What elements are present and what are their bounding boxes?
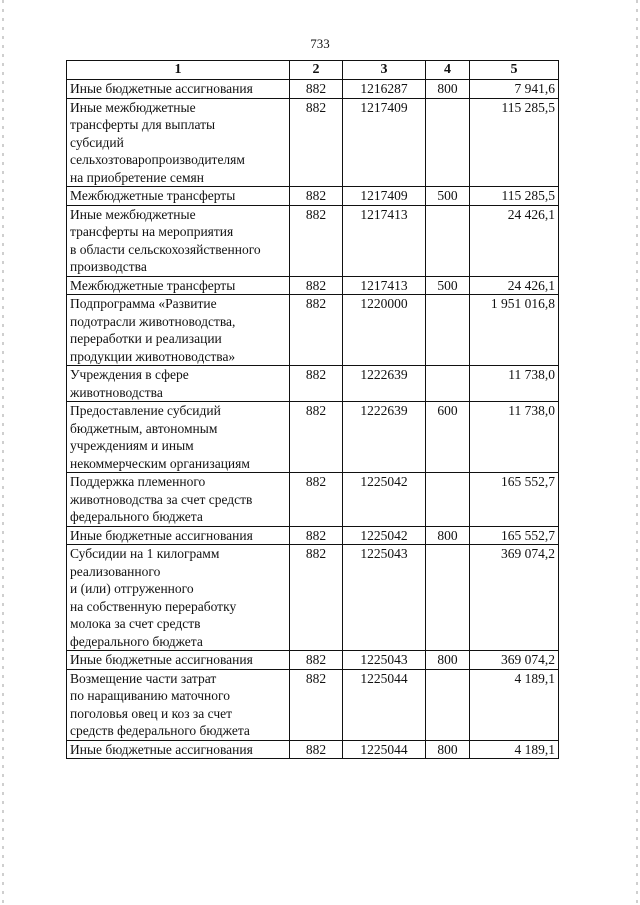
row-col-4: 800 xyxy=(426,526,470,545)
header-row xyxy=(67,61,559,80)
row-col-2: 882 xyxy=(290,669,343,740)
row-name: Иные бюджетные ассигнования xyxy=(67,526,290,545)
table-row xyxy=(67,205,559,276)
row-name: Субсидии на 1 килограмм реализованного и (или) отгруженного на собственную переработку молока за счет средств федерального бюджета xyxy=(67,545,290,651)
scan-edge-left xyxy=(2,0,4,905)
row-col-4 xyxy=(426,366,470,402)
table-row xyxy=(67,80,559,99)
row-col-3: 1225044 xyxy=(343,740,426,759)
table-body xyxy=(67,80,559,759)
header-col-5: 5 xyxy=(470,61,559,80)
row-name: Иные межбюджетные трансферты для выплаты субсидий сельхозтоваропроизводителям на приобретение семян xyxy=(67,98,290,187)
row-col-2: 882 xyxy=(290,526,343,545)
row-col-3: 1225043 xyxy=(343,545,426,651)
row-name: Межбюджетные трансферты xyxy=(67,187,290,206)
row-amount: 115 285,5 xyxy=(470,187,559,206)
row-col-3: 1225042 xyxy=(343,526,426,545)
row-amount: 369 074,2 xyxy=(470,651,559,670)
row-name: Иные бюджетные ассигнования xyxy=(67,80,290,99)
row-amount: 7 941,6 xyxy=(470,80,559,99)
table-row xyxy=(67,98,559,187)
row-col-4 xyxy=(426,545,470,651)
table-row xyxy=(67,740,559,759)
row-col-2: 882 xyxy=(290,473,343,527)
row-col-3: 1217413 xyxy=(343,276,426,295)
row-col-4: 500 xyxy=(426,187,470,206)
row-col-4: 600 xyxy=(426,402,470,473)
table-row xyxy=(67,473,559,527)
row-col-4: 800 xyxy=(426,740,470,759)
row-name: Предоставление субсидий бюджетным, автономным учреждениям и иным некоммерческим организациям xyxy=(67,402,290,473)
header-col-2: 2 xyxy=(290,61,343,80)
row-col-4 xyxy=(426,669,470,740)
row-amount: 369 074,2 xyxy=(470,545,559,651)
row-col-4 xyxy=(426,98,470,187)
row-col-3: 1222639 xyxy=(343,366,426,402)
row-col-3: 1225043 xyxy=(343,651,426,670)
row-name: Иные межбюджетные трансферты на мероприятия в области сельскохозяйственного производства xyxy=(67,205,290,276)
row-name: Поддержка племенного животноводства за счет средств федерального бюджета xyxy=(67,473,290,527)
row-amount: 4 189,1 xyxy=(470,740,559,759)
row-col-2: 882 xyxy=(290,205,343,276)
row-col-4: 500 xyxy=(426,276,470,295)
row-col-2: 882 xyxy=(290,295,343,366)
row-col-3: 1225042 xyxy=(343,473,426,527)
header-col-1: 1 xyxy=(67,61,290,80)
table-row xyxy=(67,187,559,206)
row-amount: 4 189,1 xyxy=(470,669,559,740)
table-row xyxy=(67,366,559,402)
table-row xyxy=(67,295,559,366)
row-col-2: 882 xyxy=(290,402,343,473)
row-name: Межбюджетные трансферты xyxy=(67,276,290,295)
row-col-2: 882 xyxy=(290,740,343,759)
row-amount: 24 426,1 xyxy=(470,276,559,295)
row-name: Учреждения в сфере животноводства xyxy=(67,366,290,402)
table-row xyxy=(67,545,559,651)
row-name: Подпрограмма «Развитие подотрасли животноводства, переработки и реализации продукции животноводства» xyxy=(67,295,290,366)
row-amount: 165 552,7 xyxy=(470,526,559,545)
page-number: 733 xyxy=(310,36,330,51)
table-row xyxy=(67,651,559,670)
table-row xyxy=(67,526,559,545)
row-col-3: 1225044 xyxy=(343,669,426,740)
row-col-4 xyxy=(426,473,470,527)
row-amount: 24 426,1 xyxy=(470,205,559,276)
row-amount: 1 951 016,8 xyxy=(470,295,559,366)
row-amount: 11 738,0 xyxy=(470,402,559,473)
budget-table xyxy=(66,60,559,759)
row-col-3: 1217413 xyxy=(343,205,426,276)
row-name: Иные бюджетные ассигнования xyxy=(67,740,290,759)
row-col-2: 882 xyxy=(290,80,343,99)
row-col-3: 1216287 xyxy=(343,80,426,99)
row-col-3: 1220000 xyxy=(343,295,426,366)
table-row xyxy=(67,276,559,295)
row-amount: 115 285,5 xyxy=(470,98,559,187)
row-col-2: 882 xyxy=(290,276,343,295)
row-col-2: 882 xyxy=(290,545,343,651)
scan-edge-right xyxy=(636,0,638,905)
header-col-3: 3 xyxy=(343,61,426,80)
header-col-4: 4 xyxy=(426,61,470,80)
row-col-2: 882 xyxy=(290,98,343,187)
row-col-4: 800 xyxy=(426,80,470,99)
row-col-2: 882 xyxy=(290,651,343,670)
row-col-3: 1217409 xyxy=(343,187,426,206)
row-col-4 xyxy=(426,295,470,366)
row-col-3: 1222639 xyxy=(343,402,426,473)
row-amount: 165 552,7 xyxy=(470,473,559,527)
row-amount: 11 738,0 xyxy=(470,366,559,402)
row-name: Иные бюджетные ассигнования xyxy=(67,651,290,670)
row-col-2: 882 xyxy=(290,187,343,206)
row-col-3: 1217409 xyxy=(343,98,426,187)
row-col-4 xyxy=(426,205,470,276)
table-row xyxy=(67,669,559,740)
row-col-2: 882 xyxy=(290,366,343,402)
row-name: Возмещение части затрат по наращиванию маточного поголовья овец и коз за счет средств федерального бюджета xyxy=(67,669,290,740)
table-row xyxy=(67,402,559,473)
row-col-4: 800 xyxy=(426,651,470,670)
